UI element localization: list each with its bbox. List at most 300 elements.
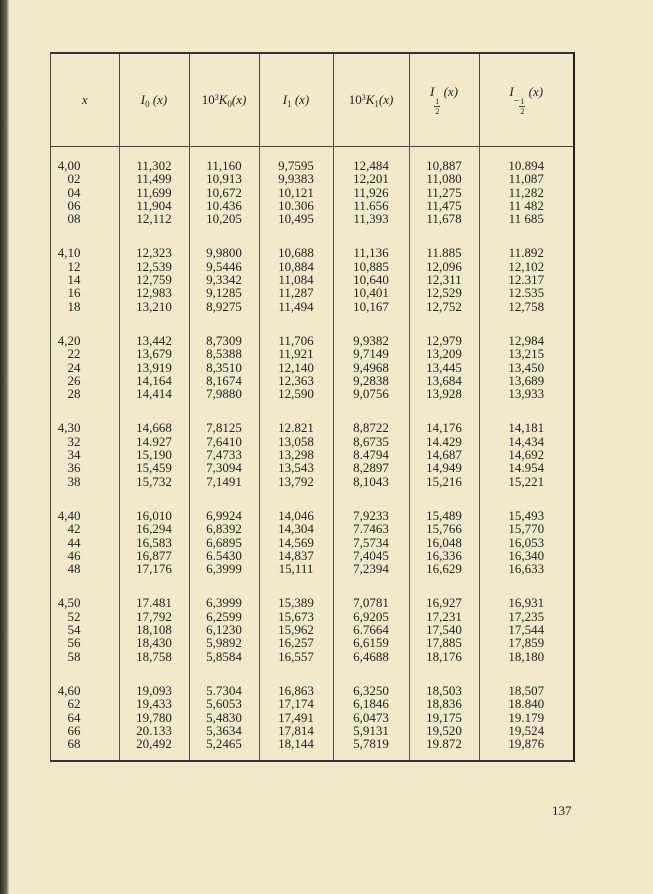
value-cell: 5,9131 [333,724,409,737]
value-cell: 19.179 [479,711,573,724]
value-cell: 16,294 [119,522,189,535]
value-cell: 11,282 [479,186,573,199]
value-cell: 5,7819 [333,737,409,750]
x-cell: 46 [67,547,81,563]
header-x [51,54,119,147]
header-row [51,54,573,147]
table-row [51,461,573,474]
value-cell: 13,210 [119,300,189,313]
value-cell: 14.954 [479,461,573,474]
x-cell: 28 [67,386,81,402]
table-row [51,186,573,199]
value-cell: 10.436 [189,199,259,212]
prefix: 10 [201,91,215,107]
value-cell: 11.885 [409,246,479,259]
value-cell: 7,8125 [189,421,259,434]
spacer-cell [409,488,479,509]
spacer-cell [333,575,409,596]
table-row [51,374,573,387]
value-cell: 6,8392 [189,522,259,535]
bessel-function-table [50,52,575,762]
table-row [51,711,573,724]
value-cell: 19,524 [479,724,573,737]
arg: (x) [443,84,459,99]
value-cell: 8.4794 [333,448,409,461]
value-cell: 14,176 [409,421,479,434]
value-cell: 11,926 [333,186,409,199]
fn: I [140,91,146,107]
value-cell: 15,962 [259,623,333,636]
value-cell: 8,1043 [333,475,409,488]
value-cell: 13,543 [259,461,333,474]
header-i1 [259,54,333,147]
fraction [519,97,525,116]
header-i-minus-half [479,54,573,147]
value-cell: 7,1491 [189,475,259,488]
value-cell: 11.892 [479,246,573,259]
x-cell: 4,10 [57,245,81,261]
value-cell: 18,108 [119,623,189,636]
value-cell: 11,302 [119,159,189,172]
value-cell: 17,231 [409,610,479,623]
value-cell: 10,121 [259,186,333,199]
value-cell: 13,058 [259,435,333,448]
value-cell: 15,489 [409,509,479,522]
value-cell: 12,590 [259,387,333,400]
value-cell: 19,433 [119,697,189,710]
table-row [51,246,573,259]
value-cell: 12,983 [119,286,189,299]
value-cell: 13,450 [479,361,573,374]
value-cell: 6,0473 [333,711,409,724]
value-cell: 15,732 [119,475,189,488]
value-cell: 8,6735 [333,435,409,448]
value-cell: 8,1674 [189,374,259,387]
value-cell: 6,3250 [333,684,409,697]
table-row [51,536,573,549]
value-cell: 7,9880 [189,387,259,400]
spacer-row [51,663,573,684]
value-cell: 20.133 [119,724,189,737]
value-cell: 6,3999 [189,596,259,609]
spacer-cell [479,663,573,684]
value-cell: 11,393 [333,212,409,225]
arg: (x) [528,84,544,99]
x-cell: 04 [67,184,81,200]
value-cell: 17,174 [259,697,333,710]
scan-edge-shadow [0,0,9,894]
value-cell: 16,336 [409,549,479,562]
table-row [51,347,573,360]
sub: 0 [227,98,232,109]
value-cell: 14,046 [259,509,333,522]
value-cell: 16,583 [119,536,189,549]
x-cell: 34 [67,447,81,463]
value-cell: 18,758 [119,650,189,663]
spacer-cell [259,575,333,596]
value-cell: 10,672 [189,186,259,199]
sup: 3 [361,92,366,102]
value-cell: 7,0781 [333,596,409,609]
arg: (x) [294,91,310,107]
prefix: 10 [348,91,362,107]
table-row [51,273,573,286]
table-row [51,286,573,299]
spacer-cell [479,575,573,596]
table-row [51,610,573,623]
spacer-row [51,313,573,334]
value-cell: 12,539 [119,260,189,273]
value-cell: 18,503 [409,684,479,697]
value-cell: 8,3510 [189,361,259,374]
value-cell: 13,792 [259,475,333,488]
table-row [51,549,573,562]
value-cell: 18,144 [259,737,333,750]
value-cell: 5,4830 [189,711,259,724]
value-cell: 19,780 [119,711,189,724]
value-cell: 16,877 [119,549,189,562]
value-cell: 11,275 [409,186,479,199]
value-cell: 11,136 [333,246,409,259]
value-cell: 8,2897 [333,461,409,474]
sup: 3 [214,92,219,102]
value-cell: 5.7304 [189,684,259,697]
value-cell: 8,9275 [189,300,259,313]
spacer-cell [51,400,119,421]
spacer-cell [51,663,119,684]
spacer-cell [409,225,479,246]
spacer-cell [189,400,259,421]
value-cell: 6,2599 [189,610,259,623]
value-cell: 18,836 [409,697,479,710]
value-cell: 6,3999 [189,562,259,575]
table-bottom-rule [50,760,574,762]
header-i-half [409,54,479,147]
arg: (x) [378,91,394,107]
spacer-cell [119,400,189,421]
value-cell: 18,180 [479,650,573,663]
table-row [51,300,573,313]
value-cell: 12,984 [479,334,573,347]
value-cell: 6.5430 [189,549,259,562]
sub: 1 [374,98,379,109]
value-cell: 16,340 [479,549,573,562]
value-cell: 16,048 [409,536,479,549]
value-cell: 16,629 [409,562,479,575]
table-row [51,475,573,488]
value-cell: 17,814 [259,724,333,737]
x-cell: 36 [67,460,81,476]
value-cell: 9,9383 [259,172,333,185]
value-cell: 16,931 [479,596,573,609]
value-cell: 14,181 [479,421,573,434]
table-row [51,623,573,636]
value-cell: 16,053 [479,536,573,549]
den: 2 [435,107,440,116]
value-cell: 15,766 [409,522,479,535]
spacer-cell [333,225,409,246]
x-cell: 4,50 [57,595,81,611]
spacer-cell [409,400,479,421]
value-cell: 5,8584 [189,650,259,663]
table-row [51,212,573,225]
page-number: 137 [552,803,572,818]
value-cell: 19,175 [409,711,479,724]
value-cell: 13,215 [479,347,573,360]
value-cell: 10,640 [333,273,409,286]
value-cell: 7.7463 [333,522,409,535]
value-cell: 17.481 [119,596,189,609]
value-cell: 18,430 [119,636,189,649]
num: 1 [520,97,525,106]
value-cell: 9,7595 [259,159,333,172]
spacer-cell [333,663,409,684]
value-cell: 11,921 [259,347,333,360]
value-cell: 7,6410 [189,435,259,448]
value-cell: 11 685 [479,212,573,225]
x-cell: 58 [67,648,81,664]
value-cell: 15,111 [259,562,333,575]
x-cell: 4,30 [57,420,81,436]
value-cell: 10,884 [259,260,333,273]
value-cell: 11.656 [333,199,409,212]
value-cell: 10,885 [333,260,409,273]
value-cell: 13,298 [259,448,333,461]
table-row [51,562,573,575]
value-cell: 19,876 [479,737,573,750]
table-row [51,334,573,347]
value-cell: 12.821 [259,421,333,434]
spacer-cell [333,313,409,334]
spacer-cell [119,488,189,509]
x-cell: 66 [67,722,81,738]
x-cell: 62 [67,696,81,712]
x-cell: 52 [67,608,81,624]
arg: (x) [152,91,168,107]
value-cell: 19.872 [409,737,479,750]
table-row [51,172,573,185]
table-row [51,509,573,522]
value-cell: 14,414 [119,387,189,400]
x-cell: 4,00 [57,158,81,173]
x-cell: 56 [67,635,81,651]
x-cell: 32 [67,433,81,449]
value-cell: 12,112 [119,212,189,225]
x-cell: 42 [67,521,81,537]
x-cell: 06 [67,197,81,213]
value-cell: 14,692 [479,448,573,461]
table-row [51,596,573,609]
value-cell: 6,9924 [189,509,259,522]
x-cell: 08 [67,211,81,227]
table-row [51,650,573,663]
x-cell: 64 [67,709,81,725]
value-cell: 11,475 [409,199,479,212]
spacer-cell [479,313,573,334]
value-cell: 14,687 [409,448,479,461]
value-cell: 14,837 [259,549,333,562]
value-cell: 7,3094 [189,461,259,474]
value-cell: 16,010 [119,509,189,522]
spacer-cell [119,663,189,684]
spacer-cell [409,313,479,334]
value-cell: 17,859 [479,636,573,649]
value-cell: 9,7149 [333,347,409,360]
value-cell: 10,167 [333,300,409,313]
value-cell: 11,494 [259,300,333,313]
value-cell: 18,507 [479,684,573,697]
value-cell: 12,323 [119,246,189,259]
sub: 1 [287,98,292,109]
value-cell: 13,209 [409,347,479,360]
value-cell: 13,442 [119,334,189,347]
value-cell: 5,9892 [189,636,259,649]
table-row [51,361,573,374]
spacer-row [51,488,573,509]
value-cell: 16,557 [259,650,333,663]
x-cell: 48 [67,561,81,577]
table-row [51,159,573,172]
header-label: x [81,92,88,107]
value-cell: 11,087 [479,172,573,185]
value-cell: 15,190 [119,448,189,461]
value-cell: 11,678 [409,212,479,225]
spacer-cell [409,575,479,596]
value-cell: 14,434 [479,435,573,448]
value-cell: 10,205 [189,212,259,225]
value-cell: 15,459 [119,461,189,474]
value-cell: 12,752 [409,300,479,313]
value-cell: 13,919 [119,361,189,374]
value-cell: 5,3634 [189,724,259,737]
x-cell: 38 [67,473,81,489]
value-cell: 11,904 [119,199,189,212]
spacer-cell [189,488,259,509]
value-cell: 12,140 [259,361,333,374]
value-cell: 7,4045 [333,549,409,562]
arg: (x) [231,91,247,107]
value-cell: 18,176 [409,650,479,663]
value-cell: 5,2465 [189,737,259,750]
value-cell: 7,5734 [333,536,409,549]
value-cell: 11,160 [189,159,259,172]
value-cell: 14,164 [119,374,189,387]
spacer-cell [479,225,573,246]
value-cell: 14,569 [259,536,333,549]
fn: K [218,91,228,107]
value-cell: 13,445 [409,361,479,374]
x-cell: 22 [67,346,81,362]
value-cell: 17,544 [479,623,573,636]
x-cell: 16 [67,285,81,301]
value-cell: 9,1285 [189,286,259,299]
value-cell: 9,4968 [333,361,409,374]
value-cell: 14.927 [119,435,189,448]
value-cell: 16,863 [259,684,333,697]
value-cell: 6,1230 [189,623,259,636]
value-cell: 17,176 [119,562,189,575]
value-cell: 17,792 [119,610,189,623]
fraction [434,97,440,116]
spacer-cell [51,225,119,246]
value-cell: 11 482 [479,199,573,212]
value-cell: 17,540 [409,623,479,636]
spacer-cell [409,663,479,684]
value-cell: 11,084 [259,273,333,286]
fn: I [509,84,514,99]
table-row [51,199,573,212]
value-cell: 12,363 [259,374,333,387]
value-cell: 7,9233 [333,509,409,522]
spacer-cell [119,575,189,596]
value-cell: 6,6895 [189,536,259,549]
x-cell: 02 [67,171,81,187]
spacer-cell [189,575,259,596]
value-cell: 11,287 [259,286,333,299]
x-cell: 18 [67,298,81,314]
value-cell: 10.306 [259,199,333,212]
value-cell: 6.7664 [333,623,409,636]
num: 1 [435,97,440,106]
value-cell: 9,9800 [189,246,259,259]
value-cell: 6,9205 [333,610,409,623]
value-cell: 9,3342 [189,273,259,286]
spacer-cell [333,400,409,421]
value-cell: 15,216 [409,475,479,488]
value-cell: 17,235 [479,610,573,623]
x-cell: 54 [67,622,81,638]
value-cell: 12,311 [409,273,479,286]
value-cell: 16,927 [409,596,479,609]
value-cell: 15,770 [479,522,573,535]
value-cell: 12,758 [479,300,573,313]
value-cell: 8,8722 [333,421,409,434]
spacer-cell [259,488,333,509]
value-cell: 15,221 [479,475,573,488]
spacer-row [51,575,573,596]
table-row [51,522,573,535]
value-cell: 14.429 [409,435,479,448]
value-cell: 10,887 [409,159,479,172]
value-cell: 7,2394 [333,562,409,575]
value-cell: 12,529 [409,286,479,299]
value-cell: 9,0756 [333,387,409,400]
value-cell: 15,673 [259,610,333,623]
spacer-row [51,225,573,246]
value-cell: 6,1846 [333,697,409,710]
value-cell: 12,484 [333,159,409,172]
table-row [51,737,573,750]
spacer-cell [479,400,573,421]
spacer-cell [119,225,189,246]
spacer-cell [189,313,259,334]
value-cell: 6,4688 [333,650,409,663]
value-cell: 12,759 [119,273,189,286]
spacer-cell [259,225,333,246]
value-cell: 12,201 [333,172,409,185]
den: 2 [520,107,525,116]
value-cell: 9,9382 [333,334,409,347]
value-cell: 20,492 [119,737,189,750]
value-cell: 17,491 [259,711,333,724]
value-cell: 12.317 [479,273,573,286]
spacer-cell [51,575,119,596]
table-row [51,421,573,434]
spacer-cell [259,400,333,421]
x-cell: 24 [67,359,81,375]
header-k1 [333,54,409,147]
value-cell: 16,257 [259,636,333,649]
